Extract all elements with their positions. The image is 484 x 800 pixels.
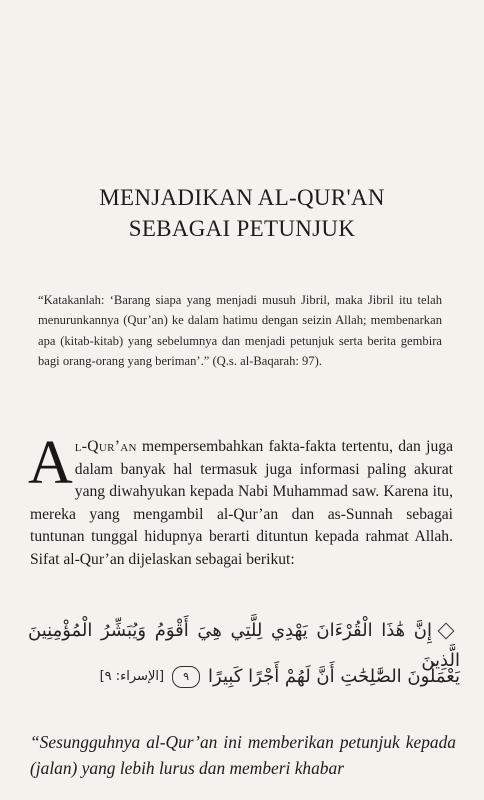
arabic-line-2-text: يَعْمَلُونَ الصَّٰلِحَٰتِ أَنَّ لَهُمْ أَجْرًا كَبِيرًا <box>208 666 460 687</box>
arabic-line-1-text: إِنَّ هَٰذَا الْقُرْءَانَ يَهْدِي لِلَّتِي هِيَ أَقْوَمُ وَيُبَشِّرُ الْمُؤْمِنِينَ الَّذِينَ <box>28 620 460 671</box>
lead-in-text: l-Qur’an <box>74 438 137 455</box>
drop-cap: A <box>28 429 73 497</box>
chapter-title-line-1: MENJADIKAN AL-QUR'AN <box>99 185 385 210</box>
body-paragraph <box>28 429 453 572</box>
verse-ornament-icon <box>438 623 455 640</box>
paragraph-text: mempersembahkan fakta-fakta tertentu, dan juga dalam banyak hal termasuk juga informasi paling akurat yang diwahyukan kepada Nabi Muhammad saw. Karena itu, mereka yang mengambil al-Qur’an dan as-Sunnah sebagai tuntunan tunggal hidupnya berarti dituntun kepada rahmat Allah. Sifat al-Qur’an dijelaskan sebagai berikut: <box>30 438 453 568</box>
ayah-number-badge: ٩ <box>172 666 200 688</box>
chapter-title <box>0 182 484 244</box>
arabic-line-2 <box>28 662 460 692</box>
epigraph-quote: “Katakanlah: ‘Barang siapa yang menjadi musuh Jibril, maka Jibril itu telah menurunkannya (Qur’an) ke dalam hatimu dengan seizin Allah; membenarkan apa (kitab-kitab) yang sebelumnya dan menjadi petunjuk serta berita gembira bagi orang-orang yang beriman’.” (Q.s. al-Baqarah: 97). <box>38 293 442 369</box>
chapter-title-line-2: SEBAGAI PETUNJUK <box>128 216 356 241</box>
verse-translation: “Sesungguhnya al-Qur’an ini memberikan petunjuk kepada (jalan) yang lebih lurus dan memberi khabar <box>30 732 456 778</box>
surah-reference: [الإسراء: ٩] <box>99 669 165 684</box>
quran-verse-arabic <box>28 616 460 708</box>
